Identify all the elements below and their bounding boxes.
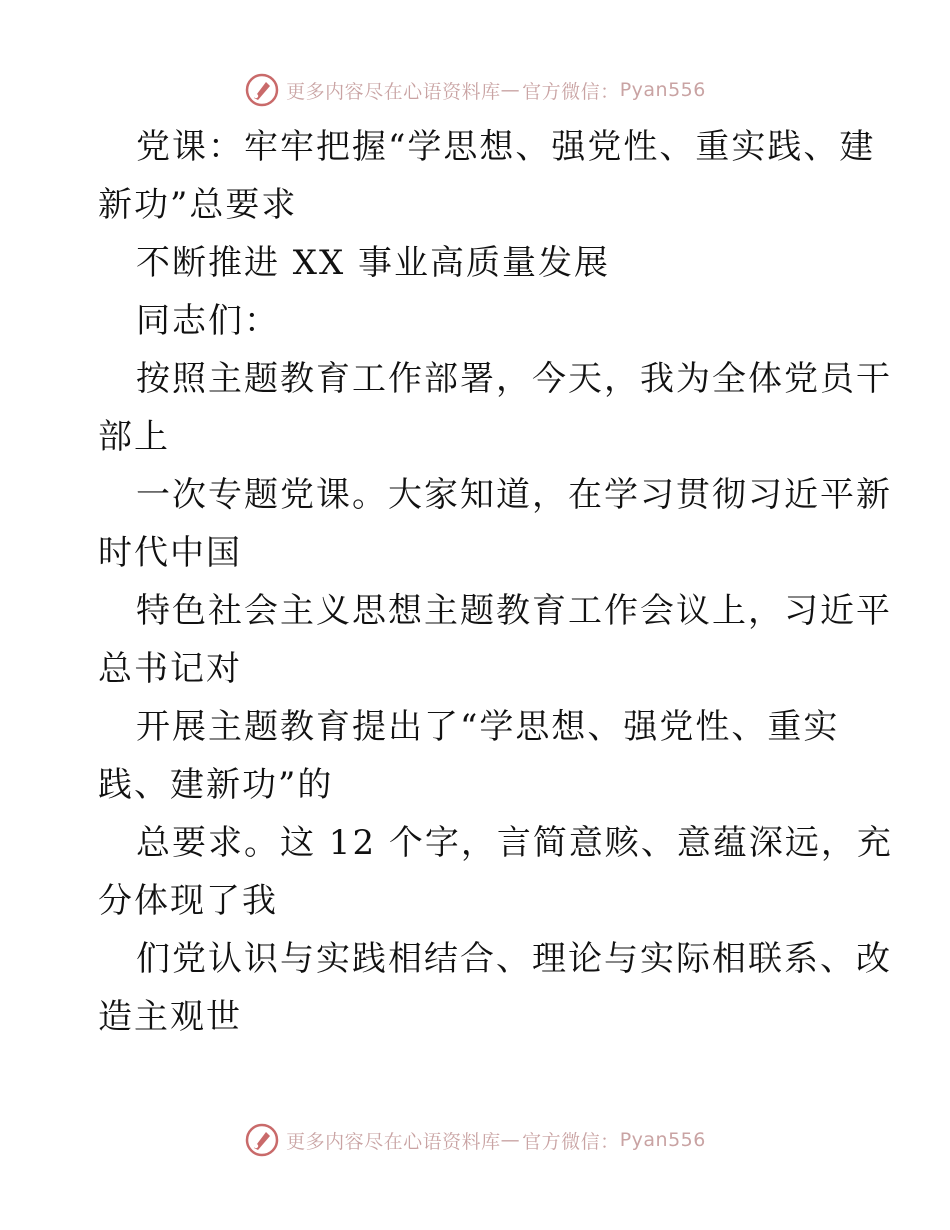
paragraph-line: 总要求。这 12 个字，言简意赅、意蕴深远，充 (136, 823, 893, 863)
header-watermark (0, 70, 950, 110)
paragraph-line: 们党认识与实践相结合、理论与实际相联系、改 (136, 939, 892, 979)
paragraph-line: 开展主题教育提出了“学思想、强党性、重实 (136, 707, 840, 747)
watermark-brand: 更多内容尽在心语资料库 (286, 80, 501, 103)
paragraph-line: 时代中国 (98, 533, 242, 573)
pen-nib-icon (244, 1122, 280, 1158)
subtitle-line: 不断推进 XX 事业高质量发展 (136, 243, 611, 283)
footer-watermark (0, 1120, 950, 1160)
title-line-1: 党课：牢牢把握“学思想、强党性、重实践、建 (136, 127, 876, 167)
paragraph-line: 践、建新功”的 (98, 765, 334, 805)
title-line-2: 新功”总要求 (98, 185, 298, 225)
paragraph-line: 部上 (98, 417, 170, 457)
paragraph-line: 特色社会主义思想主题教育工作会议上，习近平 (136, 591, 892, 631)
salutation-line: 同志们： (136, 301, 280, 341)
watermark-wechat-label: 官方微信： (522, 1130, 620, 1153)
watermark-brand: 更多内容尽在心语资料库 (286, 1130, 501, 1153)
paragraph-line: 总书记对 (98, 649, 242, 689)
paragraph-line: 造主观世 (98, 997, 242, 1037)
pen-nib-icon (244, 72, 280, 108)
watermark-separator: — (500, 1129, 521, 1151)
watermark-separator: — (500, 79, 521, 101)
paragraph-line: 按照主题教育工作部署，今天，我为全体党员干 (136, 359, 892, 399)
paragraph-line: 一次专题党课。大家知道，在学习贯彻习近平新 (136, 475, 892, 515)
watermark-wechat-id: Pyan556 (619, 79, 706, 101)
paragraph-line: 分体现了我 (98, 881, 278, 921)
watermark-wechat-label: 官方微信： (522, 80, 620, 103)
document-body (98, 118, 893, 1046)
watermark-wechat-id: Pyan556 (619, 1129, 706, 1151)
